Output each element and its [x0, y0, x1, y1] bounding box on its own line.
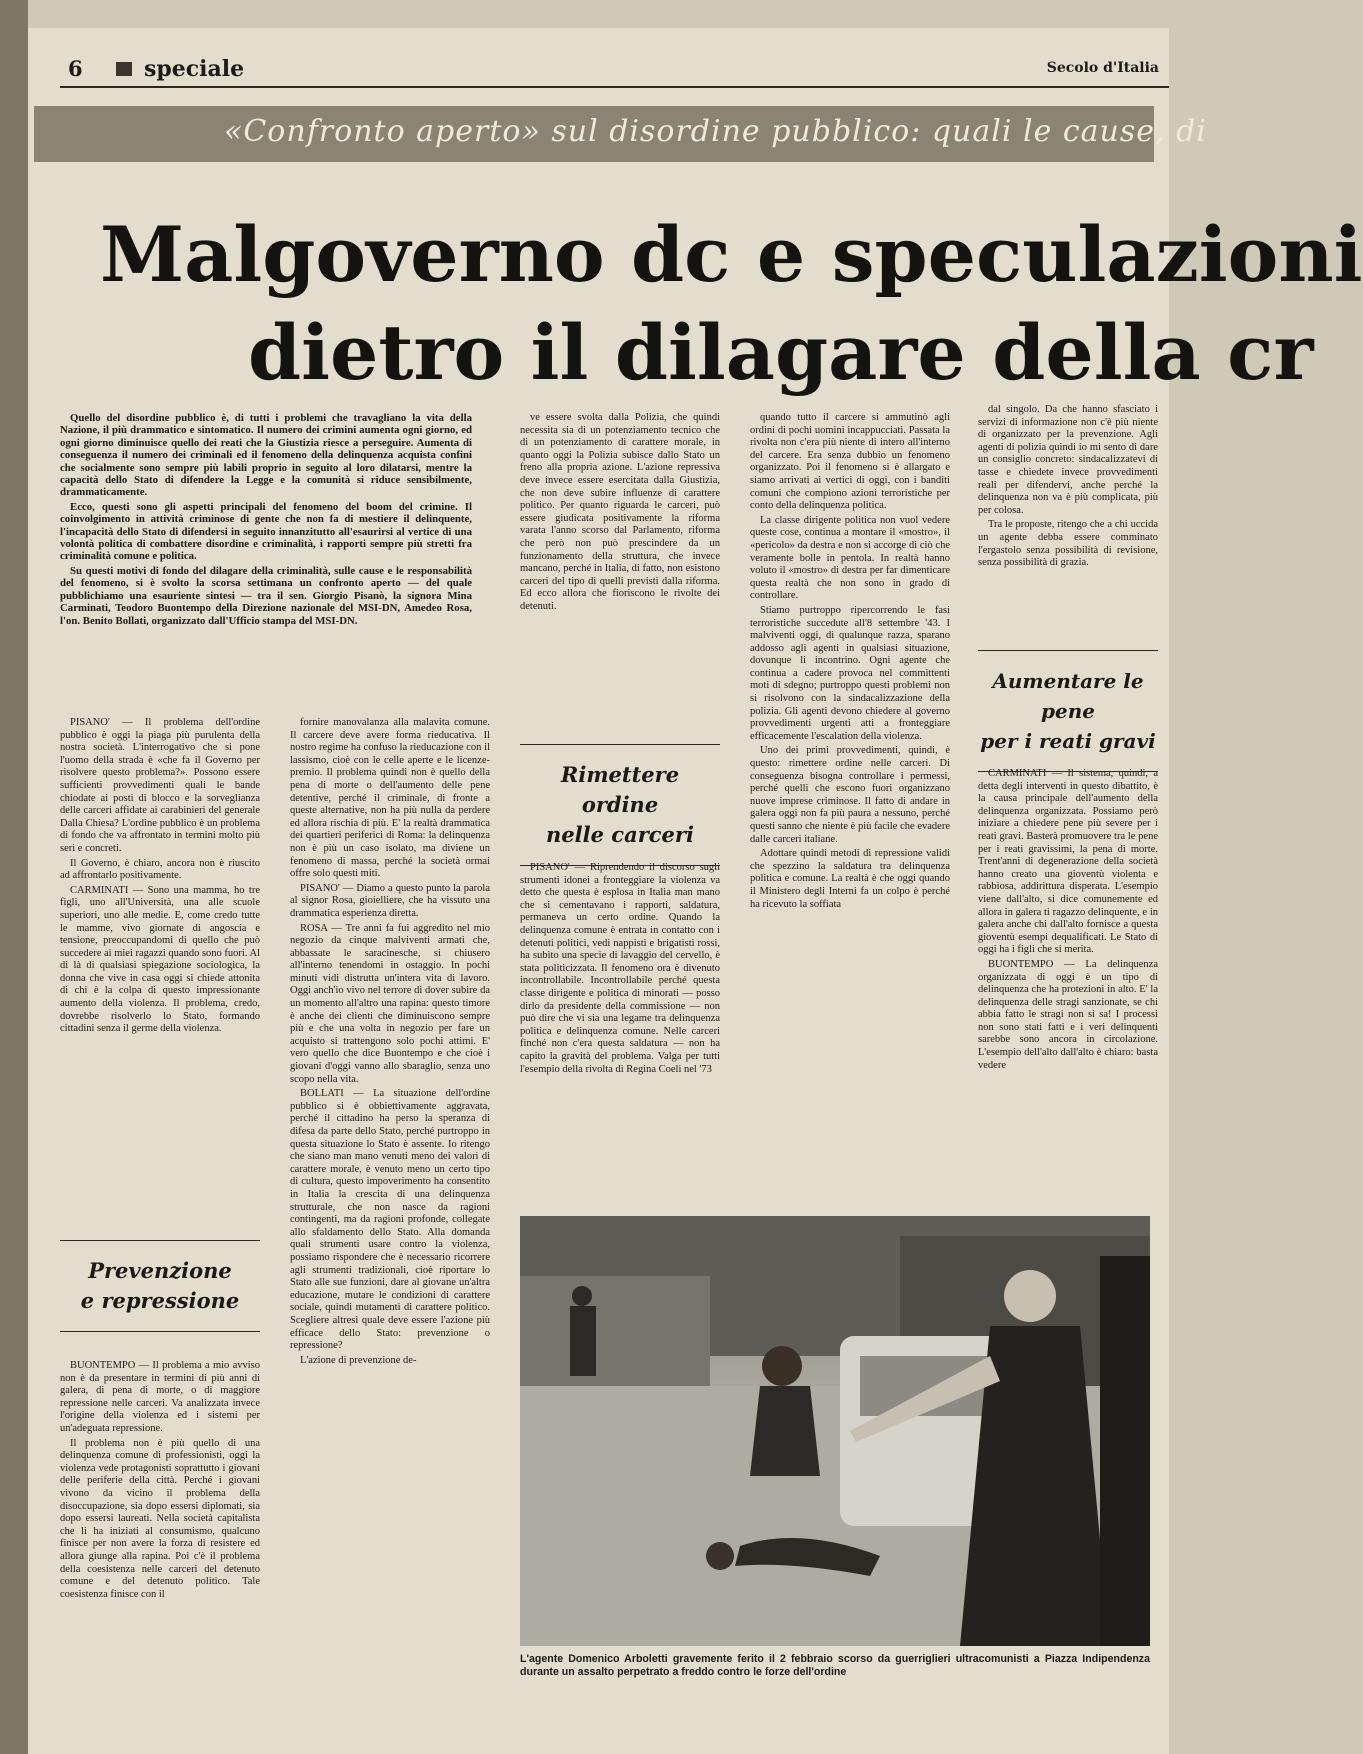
column-1 [60, 717, 260, 1217]
article-paragraph: ve essere svolta dalla Polizia, che quindi necessita sia di un potenziamento tecnico che di un potenziamento di carattere morale, in quanto oggi la Polizia subisce dallo Stato un freno alla propria azione. L'azione repressiva deve invece essere esercitata dalla Giustizia, che non deve subire influenze di carattere politico. Per quanto riguarda le carceri, può essere giudicata positivamente la riforma varata l'anno scorso dal Parlamento, riforma che però non può prescindere da un funzionamento della struttura, che invece mancano, perché in Italia, di fatto, non esistono carceri del tipo di quelli previsti dalla riforma. Ed ecco allora che fioriscono le rivolte dei detenuti. [520, 412, 720, 612]
column-5 [978, 404, 1158, 632]
article-paragraph: ROSA — Tre anni fa fui aggredito nel mio negozio da cinque malviventi armati che, abbassate le saracinesche, si chiusero all'interno tenendomi in ostaggio. In pochi minuti vidi distrutta un'intera vita di lavoro. Oggi anch'io vivo nel terrore di dover subire da un momento all'altro una rapina: questo timore è anche dei clienti che diminuiscono sempre più e che una volta in negozio per fare un acquisto si trattengono solo pochi attimi. E' vero quello che dice Buontempo e che cioè i giovani d'oggi vanno allo sbaraglio, senza uno scopo nella vita. [290, 922, 490, 1085]
intro-paragraph: Quello del disordine pubblico è, di tutti i problemi che travagliano la vita della Nazione, il più drammatico e sintomatico. Il numero dei crimini aumenta ogni giorno, ed ogni giorno diminuisce quello dei reati che la Giustizia riesce a perseguire. Aumenta di conseguenza il numero dei criminali ed il fenomeno della delinquenza acquista confini che socialmente sono sempre più labili proprio in seguito al loro dilatarsi, mentre la capacità dello Stato di difendere la Legge e la comunità si riduce sensibilmente, drammaticamente. [60, 412, 472, 499]
newspaper-name: Secolo d'Italia [1046, 60, 1159, 76]
column-3b [520, 862, 720, 1184]
intro-paragraph: Su questi motivi di fondo del dilagare della criminalità, sulle cause e le responsabilità del fenomeno, si è svolto la scorsa settimana un confronto aperto — del quale pubblichiamo una esauriente sintesi — tra il sen. Giorgio Pisanò, la signora Mina Carminati, Teodoro Buontempo della Direzione nazionale del MSI-DN, Amedeo Rosa, l'on. Benito Bollati, organizzato dall'Ufficio stampa del MSI-DN. [60, 564, 472, 627]
subhead-rule [520, 744, 720, 745]
headline-line-1: Malgoverno dc e speculazioni [100, 210, 1363, 299]
page-header [60, 56, 1169, 86]
headline [100, 206, 1363, 402]
section-name: speciale [144, 56, 245, 82]
subhead-line: Rimettere ordine [560, 762, 680, 817]
intro-paragraph: Ecco, questi sono gli aspetti principali del fenomeno del boom del crimine. Il coinvolgimento in attività criminose di gente che non fa di mestiere il delinquente, l'incapacità dello Stato di difendersi in seguito innanzitutto all'esaurirsi al vertice di una volontà politica di combattere disordine e criminalità, i rapporti sempre più stretti fra criminalità comune e politica. [60, 500, 472, 563]
subhead-line: nelle carceri [546, 822, 694, 847]
column-1b [60, 1360, 260, 1660]
article-paragraph: PISANO' — Il problema dell'ordine pubblico è oggi la piaga più purulenta della nostra società. L'interrogativo che si pone l'uomo della strada è «che fa il Governo per risolvere questo problema?». Possono essere sufficienti provvedimenti quali le bande chiodate ai posti di blocco e la sorveglianza delle carceri affidate ai carabinieri del generale Dalla Chiesa? L'ordine pubblico è un problema di fondo che va affrontato in termini molto più seri e concreti. [60, 717, 260, 854]
column-4 [750, 412, 950, 1184]
headline-line-2: dietro il dilagare della cr [248, 308, 1314, 397]
subhead-line: e repressione [80, 1288, 240, 1313]
article-paragraph: L'azione di prevenzione de- [300, 1354, 417, 1366]
article-paragraph: PISANO' — Diamo a questo punto la parola al signor Rosa, gioielliere, che ha vissuto una drammatica esperienza diretta. [290, 882, 490, 919]
article-paragraph: quando tutto il carcere si ammutinò agli ordini di pochi uomini incappucciati. Passata la rivolta non c'era più niente di intero all'interno del carcere. Era senza dubbio un fenomeno organizzato. Poi il fenomeno si è allargato e siamo arrivati ai vertici di oggi, con i banditi comuni che compiono azioni terroristiche per conto della delinquenza politica. [750, 412, 950, 512]
header-rule [60, 86, 1169, 88]
article-paragraph: BOLLATI — La situazione dell'ordine pubblico si è obbiettivamente aggravata, perché il cittadino ha perso la speranza di difesa da parte dello Stato, perché purtroppo in questa situazione lo Stato è assente. Io ritengo che siano man mano venuti meno dei valori di carattere morale, è venuto meno un certo tipo di cultura, questo impoverimento ha consentito in Italia la crescita di una delinquenza strutturale, che non nasce da ragioni contingenti, ma da ragioni profonde, collegate allo sfaldamento dello Stato. Alla domanda quali strumenti usare contro la violenza, possiamo rispondere che è necessario ricorrere agli strumenti tradizionali, cioè riportare lo Stato alle sue funzioni, dare al giovane un'altra educazione, mutare le condizioni di carattere sociale, quindi mutamenti di carattere politico. Scegliere altresì quale deve essere l'azione più efficace dello Stato: prevenzione o repressione? [290, 1088, 490, 1352]
article-paragraph: Adottare quindi metodi di repressione validi che spezzino la saldatura tra delinquenza politica e comune. La realtà è che oggi quando il Ministero degli Interni fa un colpo è perché ha ricevuto la soffiata [750, 848, 950, 910]
article-paragraph: Stiamo purtroppo ripercorrendo le fasi terroristiche succedute all'8 settembre '43. I malviventi oggi, di qualunque razza, sparano addosso agli agenti in qualsiasi situazione, dovunque li incontrino. Ogni agente che continua a cadere provoca nel committenti moti di sdegno; purtroppo questi problemi non si risolvono con la sindacalizzazione della polizia. Gli agenti devono chiedere al governo provvedimenti urgenti atti a fronteggiare efficacemente l'escalation della violenza. [750, 604, 950, 742]
subhead-aumentare [978, 666, 1158, 756]
kicker-text: «Confronto aperto» sul disordine pubblico: quali le cause, di [224, 114, 1207, 149]
subhead-line: Aumentare le pene [992, 669, 1144, 723]
article-paragraph: BUONTEMPO — Il problema a mio avviso non è da presentare in termini di più anni di galera, di pena di morte, o di maggiore repressione nelle carceri. Va analizzata invece l'origine della violenza ed i sistemi per un'adeguata repressione. [60, 1360, 260, 1434]
column-3 [520, 412, 720, 727]
subhead-rule [978, 650, 1158, 651]
page-spine [0, 0, 28, 1754]
article-paragraph: La classe dirigente politica non vuol vedere queste cose, continua a montare il «mostro», il «pericolo» da destra e non si accorge di ciò che veramente bolle in pentola. In realtà hanno voluto il «mostro» di destra per far dimenticare questa realtà che non sono in grado di controllare. [750, 514, 950, 602]
article-paragraph: CARMINATI — Il sistema, quindi, a detta degli interventi in questo dibattito, è la causa principale dell'aumento della delinquenza organizzata. Possiamo però iniziare a chiedere pene più severe per i reati gravi. Basterà promuovere tra le pene per i reati gravissimi, la pena di morte. Trent'anni di degenerazione della società hanno creato una gioventù violenta e rabbiosa, addirittura disperata. L'esempio viene dall'alto, si dice comunemente ed allora in galera ti ragazzo delinquente, e in galera anche chi dall'alto fornisce a questa gioventù esempi dequalificati. Le Stato di oggi ha i figli che si merita. [978, 768, 1158, 956]
news-photo [520, 1216, 1150, 1646]
subhead-line: per i reati gravi [980, 729, 1156, 753]
article-paragraph: BUONTEMPO — La delinquenza organizzata di oggi è un tipo di delinquenza che ha protezioni in alto. E' la delinquenza delle stragi sanzionate, se chi abbia fatto le stragi non si sa! I processi non sono stati fatti e i veri delinquenti sarebbe sono ancora in circolazione. L'esempio dell'alto dall'alto è chiaro: basta vedere [978, 958, 1158, 1071]
article-paragraph: fornire manovalanza alla malavita comune. Il carcere deve avere forma rieducativa. Il nostro regime ha confuso la rieducazione con il lassismo, cioè con le celle aperte e le licenze-premio. Il problema quindi non è quello della pena di morte o dell'aumento delle pene detentive, perché il criminale, di fronte a queste alternative, non ha più nulla da perdere ed allora rischia di più. E' la realtà drammatica dei quartieri periferici di Roma: la delinquenza non è più un caso isolato, ma diviene un fenomeno di massa, perché la società ormai offre solo questi miti. [290, 717, 490, 880]
subhead-prevenzione [60, 1256, 260, 1316]
article-paragraph: Il Governo, è chiaro, ancora non è riuscito ad affrontarlo positivamente. [60, 857, 260, 882]
subhead-rule [60, 1331, 260, 1332]
photo-caption: L'agente Domenico Arboletti gravemente ferito il 2 febbraio scorso da guerriglieri ultracomunisti a Piazza Indipendenza durante un assalto perpetrato a freddo contro le forze dell'ordine [520, 1653, 1150, 1678]
article-paragraph: CARMINATI — Sono una mamma, ho tre figli, uno all'Università, una alle scuole superiori, uno alle medie. E, come credo tutte le mamme, vivo giornate di angoscia e tensione, preoccupandomi di quello che può succedere ai miei ragazzi quando sono fuori. Al di là di qualsiasi spiegazione sociologica, la donna che vive in casa oggi si chiede attonita di chi è la colpa di questo impressionante aumento della violenza. Il problema, credo, dovrebbe risolverlo lo Stato, formando cittadini senza il germe della violenza. [60, 884, 261, 1035]
subhead-line: Prevenzione [88, 1258, 232, 1283]
intro-block [60, 412, 472, 687]
subhead-carceri [520, 760, 720, 850]
article-paragraph: Il problema non è più quello di una delinquenza comune di professionisti, oggi la violenza vede protagonisti soprattutto i giovani delle periferie della città. Perché i giovani vivono da vicino il problema della disoccupazione, sia dopo essersi diplomati, sia dopo essersi laureati. Nella società capitalista che li ha iniziati al consumismo, qualcuno finisce per non avere la forza di resistere ed allora giunge alla rapina. Poi c'è il problema della coesistenza nelle carceri del detenuto comune e del detenuto politico. Tale coesistenza finisce con il [60, 1437, 260, 1600]
photo-illustration [520, 1216, 1150, 1646]
article-paragraph: PISANO' — Riprendendo il discorso sugli strumenti idonei a fronteggiare la violenza va detto che questa è esplosa in Italia man mano che si cementavano i rapporti, saldatura, permaneva un certo ordine. Quando la delinquenza comune è entrata in contatto con i detenuti politici, vedi nappisti e brigatisti rossi, ha subìto una specie di lavaggio del cervello, è stata politicizzata. Il fenomeno ora è divenuto incontrollabile. Incontrollabile perché questa classe dirigente e politica di minorati — posso dirlo da presidente della commissione — non può dire che vi sia una legame tra delinquenza politica e delinquenza comune. Nelle carceri finché non c'era questa saldatura — non ha capito la gravità del problema. Valga per tutti l'esempio della rivolta di Regina Coeli nel '73 [520, 862, 720, 1075]
column-2 [290, 717, 490, 1653]
column-5b [978, 768, 1158, 1184]
page-number: 6 [68, 56, 83, 81]
article-paragraph: Uno dei primi provvedimenti, quindi, è questo: rimettere ordine nelle carceri. Di conseguenza bisogna controllare i permessi, perché quelli che escono fuori organizzano nuove imprese criminose. Il fatto di andare in galera oggi non fa più paura a nessuno, perché questi sanno che niente è più facile che evadere dalle carceri italiane. [750, 745, 950, 845]
article-paragraph: dal singolo. Da che hanno sfasciato i servizi di informazione non c'è più niente di organizzato per la prevenzione. Agli agenti di polizia quindi io mi sento di dare un consiglio concreto: sindacalizzatevi di tasse e chiedete invece provvedimenti reali per difendervi, anche perché la delinquenza non va è più complicata, più per colosa. [978, 404, 1158, 516]
article-paragraph: Tra le proposte, ritengo che a chi uccida un agente debba essere comminato l'ergastolo senza possibilità di revisione, senza possibilità di grazia. [978, 519, 1158, 569]
kicker-banner [34, 106, 1207, 162]
subhead-rule [60, 1240, 260, 1241]
section-square-icon [116, 62, 132, 76]
